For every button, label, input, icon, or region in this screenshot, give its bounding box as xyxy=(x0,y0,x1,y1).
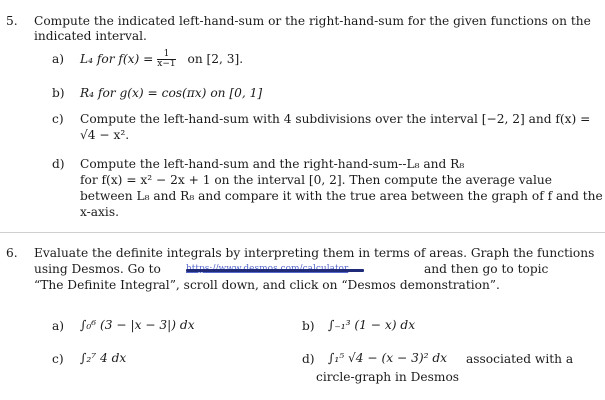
q6a-expr: ∫₀⁶ (3 − |x − 3|) dx xyxy=(80,318,195,332)
q5a-interval: on [2, 3]. xyxy=(187,52,244,66)
q6b-expr: ∫₋₁³ (1 − x) dx xyxy=(328,318,416,332)
q6-number: 6. xyxy=(6,246,18,260)
q6a-label: a) xyxy=(52,319,65,333)
q6d-label: d) xyxy=(302,352,315,366)
q6d-expr: ∫₁⁵ √4 − (x − 3)² dx xyxy=(328,351,448,365)
q6-intro-line1: Evaluate the definite integrals by interpreting them in terms of areas. Graph the functions xyxy=(34,246,595,260)
q5a-item xyxy=(80,50,243,69)
q5d-line3: between L₈ and R₈ and compare it with the true area between the graph of f and the xyxy=(80,189,603,203)
q5d-label: d) xyxy=(52,157,65,171)
q5b-label: b) xyxy=(52,86,65,100)
redaction-bar xyxy=(186,269,364,272)
q6-intro-line2a: using Desmos. Go to xyxy=(34,262,161,276)
q5c-line2: √4 − x². xyxy=(80,128,130,142)
q6-intro-line3: “The Definite Integral”, scroll down, and click on “Desmos demonstration”. xyxy=(34,278,500,292)
q5a-frac-num: 1 xyxy=(157,50,175,60)
q5c-line1: Compute the left-hand-sum with 4 subdivisions over the interval [−2, 2] and f(x) = xyxy=(80,112,591,126)
section-divider xyxy=(0,232,605,233)
q5a-text: L₄ for f(x) = xyxy=(80,52,154,66)
q6b-label: b) xyxy=(302,319,315,333)
q6c-expr: ∫₂⁷ 4 dx xyxy=(80,351,127,365)
q6c-label: c) xyxy=(52,352,64,366)
q5d-line4: x-axis. xyxy=(80,205,119,219)
q5-intro-line1: Compute the indicated left-hand-sum or the right-hand-sum for the given functions on the xyxy=(34,14,591,28)
q5-intro-line2: indicated interval. xyxy=(34,29,147,43)
q5a-fraction xyxy=(157,50,175,69)
q5a-frac-den: x−1 xyxy=(157,59,176,69)
q6d-note1: associated with a xyxy=(466,352,574,366)
q6-intro-line2b: and then go to topic xyxy=(424,262,549,276)
q5a-label: a) xyxy=(52,52,65,66)
q5b-text: R₄ for g(x) = cos(πx) on [0, 1] xyxy=(80,86,263,100)
q5-number: 5. xyxy=(6,14,18,28)
q6d-note2: circle-graph in Desmos xyxy=(316,370,460,384)
q5d-line2: for f(x) = x² − 2x + 1 on the interval [0, 2]. Then compute the average value xyxy=(80,173,552,187)
q5c-label: c) xyxy=(52,112,64,126)
q5d-line1: Compute the left-hand-sum and the right-hand-sum--L₈ and R₈ xyxy=(80,157,465,171)
